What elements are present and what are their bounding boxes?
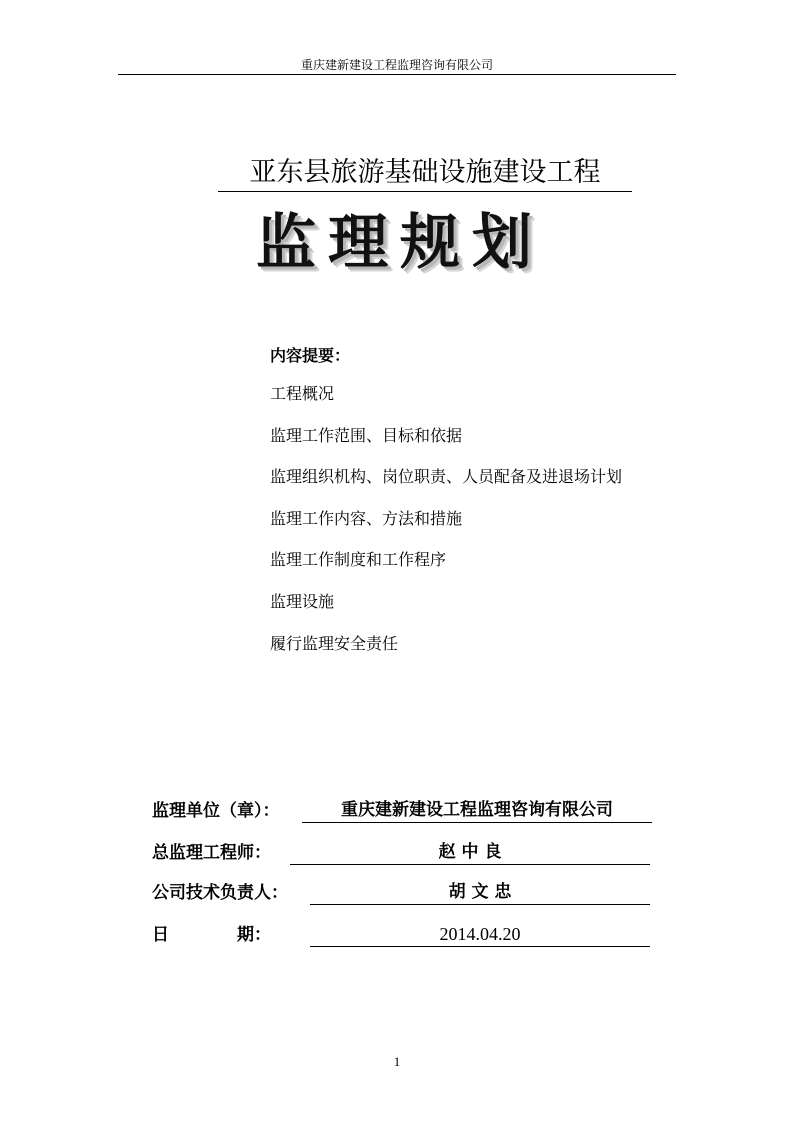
chief-engineer-label: 总监理工程师： [152, 843, 271, 863]
contents-list [270, 384, 622, 675]
document-title: 监理规划 [256, 208, 544, 278]
unit-value: 重庆建新建设工程监理咨询有限公司 [302, 798, 652, 823]
tech-lead-label: 公司技术负责人： [152, 883, 288, 903]
contents-item: 监理设施 [270, 591, 335, 611]
date-value: 2014.04.20 [310, 922, 650, 947]
contents-item: 监理工作范围、目标和依据 [270, 425, 463, 445]
header-company-name: 重庆建新建设工程监理咨询有限公司 [300, 58, 493, 72]
contents-item: 监理工作制度和工作程序 [270, 550, 447, 570]
contents-item: 工程概况 [270, 384, 335, 403]
contents-item: 监理工作内容、方法和措施 [270, 508, 463, 528]
contents-item: 监理组织机构、岗位职责、人员配备及进退场计划 [270, 467, 623, 487]
chief-engineer-value: 赵 中 良 [290, 840, 650, 865]
date-label: 日 期： [152, 925, 271, 945]
contents-item: 履行监理安全责任 [270, 633, 399, 653]
contents-heading: 内容提要： [270, 346, 351, 365]
page-number: 1 [393, 1054, 401, 1069]
tech-lead-value: 胡 文 忠 [310, 880, 650, 905]
header-divider [118, 74, 676, 75]
project-title: 亚东县旅游基础设施建设工程 [218, 155, 632, 192]
unit-label: 监理单位（章）： [152, 801, 280, 821]
